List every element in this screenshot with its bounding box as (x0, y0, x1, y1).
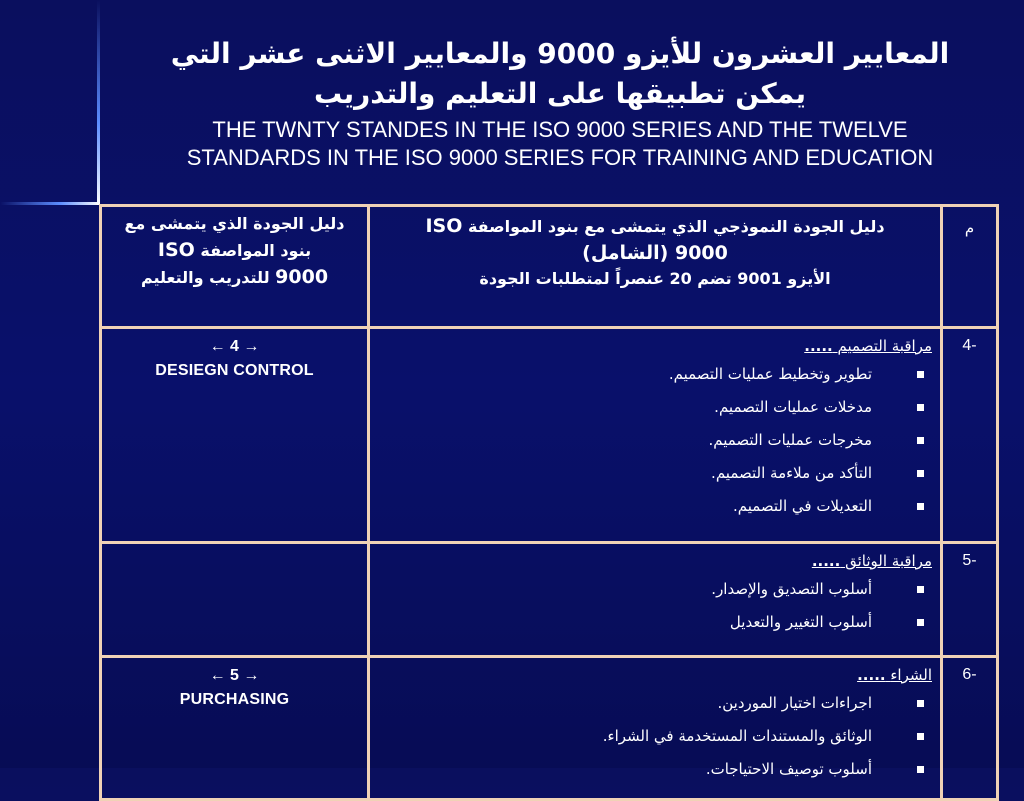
header-left-line2 (110, 237, 359, 264)
decorative-accent-vertical (97, 0, 100, 205)
list-item (380, 495, 932, 517)
square-bullet-icon (917, 437, 924, 444)
header-number: م (942, 206, 998, 328)
table-row (101, 543, 998, 657)
row-number: 6- (942, 657, 998, 800)
clause-number-arrows: ← 4 → (209, 338, 260, 355)
list-item (380, 462, 932, 484)
list-item-text: التأكد من ملاءمة التصميم. (711, 464, 872, 482)
square-bullet-icon (917, 700, 924, 707)
section-title-text: الشراء (890, 666, 932, 684)
row-content (369, 543, 942, 657)
decorative-accent-horizontal (0, 202, 100, 205)
iso-standards-table (99, 204, 999, 801)
list-item-text: مدخلات عمليات التصميم. (714, 398, 872, 416)
section-items (380, 363, 932, 517)
header-left-9000: 9000 (275, 266, 329, 288)
section-title-dots: ..... (857, 666, 886, 684)
square-bullet-icon (917, 404, 924, 411)
row-content (369, 657, 942, 800)
header-mid-line1-text: دليل الجودة النموذجي الذي يتمشى مع بنود المواصفة (467, 217, 885, 236)
list-item-text: أسلوب التغيير والتعديل (729, 613, 872, 631)
list-item (380, 611, 932, 633)
list-item-text: أسلوب التصديق والإصدار. (711, 580, 872, 598)
header-mid-line3: الأيزو 9001 تضم 20 عنصراً لمتطلبات الجودة (479, 269, 831, 288)
row-number: 4- (942, 328, 998, 543)
header-left-line1: دليل الجودة الذي يتمشى مع (124, 214, 345, 233)
header-left-line3 (110, 264, 359, 291)
section-title (380, 664, 932, 686)
row-training-clause (101, 543, 369, 657)
title-english-line1: THE TWNTY STANDES IN THE ISO 9000 SERIES AND THE TWELVE (212, 117, 908, 142)
list-item (380, 578, 932, 600)
list-item (380, 725, 932, 747)
section-title-dots: ..... (811, 552, 841, 570)
clause-number-arrows: ← 5 → (209, 667, 260, 684)
title-english (110, 116, 1010, 172)
list-item-text: الوثائق والمستندات المستخدمة في الشراء. (602, 727, 872, 745)
list-item (380, 692, 932, 714)
header-model-quality-guide (369, 206, 942, 328)
section-title-dots: ..... (804, 337, 833, 355)
row-training-clause (101, 328, 369, 543)
title-arabic-line2: يمكن تطبيقها على التعليم والتدريب (314, 77, 806, 110)
header-left-iso: ISO (157, 239, 195, 261)
section-title-text: مراقبة الوثائق (845, 552, 932, 570)
title-arabic (110, 34, 1010, 114)
clause-english-label: DESIEGN CONTROL (155, 362, 314, 379)
list-item-text: تطوير وتخطيط عمليات التصميم. (668, 365, 872, 383)
row-training-clause (101, 657, 369, 800)
square-bullet-icon (917, 733, 924, 740)
clause-english-label: PURCHASING (179, 691, 290, 708)
header-mid-iso: ISO (425, 215, 463, 237)
square-bullet-icon (917, 586, 924, 593)
header-left-line2-text: بنود المواصفة (200, 241, 312, 260)
list-item (380, 396, 932, 418)
header-mid-line2: 9000 (الشامل) (582, 242, 728, 264)
header-mid-line1 (378, 213, 932, 240)
square-bullet-icon (917, 619, 924, 626)
row-number: 5- (942, 543, 998, 657)
header-left-line3-text: للتدريب والتعليم (140, 268, 270, 287)
list-item-text: مخرجات عمليات التصميم. (708, 431, 872, 449)
slide-title (110, 34, 1010, 172)
title-english-line2: STANDARDS IN THE ISO 9000 SERIES FOR TRAINING AND EDUCATION (186, 145, 934, 170)
square-bullet-icon (917, 371, 924, 378)
square-bullet-icon (917, 470, 924, 477)
square-bullet-icon (917, 766, 924, 773)
list-item-text: أسلوب توصيف الاحتياجات. (705, 760, 872, 778)
table-row (101, 328, 998, 543)
section-items (380, 578, 932, 633)
header-training-quality-guide (101, 206, 369, 328)
section-items (380, 692, 932, 780)
table-header-row (101, 206, 998, 328)
list-item-text: التعديلات في التصميم. (732, 497, 872, 515)
table-row (101, 657, 998, 800)
list-item-text: اجراءات اختيار الموردين. (717, 694, 872, 712)
section-title-text: مراقبة التصميم (837, 337, 932, 355)
title-arabic-line1: المعايير العشرون للأيزو 9000 والمعايير الاثنى عشر التي (170, 37, 950, 70)
section-title (380, 335, 932, 357)
list-item (380, 363, 932, 385)
list-item (380, 429, 932, 451)
section-title (380, 550, 932, 572)
square-bullet-icon (917, 503, 924, 510)
list-item (380, 758, 932, 780)
row-content (369, 328, 942, 543)
